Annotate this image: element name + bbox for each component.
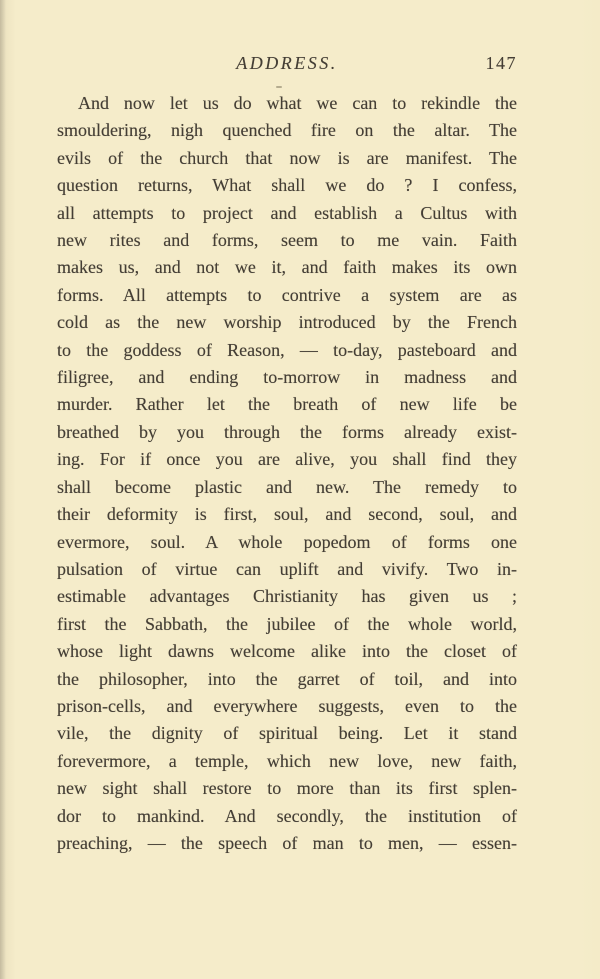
text-line: shall become plastic and new. The remedy to bbox=[57, 476, 517, 497]
text-line: new sight shall restore to more than its first splen- bbox=[57, 778, 517, 799]
text-line: filigree, and ending to-morrow in madness and bbox=[57, 367, 517, 388]
text-line: all attempts to project and establish a Cultus with bbox=[57, 202, 517, 223]
text-line: whose light dawns welcome alike into the closet of bbox=[57, 641, 517, 662]
page-header bbox=[57, 53, 517, 75]
text-line: breathed by you through the forms already exist- bbox=[57, 421, 517, 442]
text-line: their deformity is first, soul, and second, soul, and bbox=[57, 504, 517, 525]
text-line: vile, the dignity of spiritual being. Let it stand bbox=[57, 723, 517, 744]
page-edge-shadow bbox=[0, 0, 6, 979]
text-line: cold as the new worship introduced by the French bbox=[57, 312, 517, 333]
text-line: forevermore, a temple, which new love, new faith, bbox=[57, 750, 517, 771]
text-line: ing. For if once you are alive, you shall find they bbox=[57, 449, 517, 470]
text-line: pulsation of virtue can uplift and vivify. Two in- bbox=[57, 558, 517, 579]
text-line: question returns, What shall we do ? I confess, bbox=[57, 175, 517, 196]
text-line: evils of the church that now is are manifest. The bbox=[57, 147, 517, 168]
text-line: the philosopher, into the garret of toil, and into bbox=[57, 668, 517, 689]
text-block bbox=[57, 90, 517, 857]
text-line: evermore, soul. A whole popedom of forms one bbox=[57, 531, 517, 552]
page-number: 147 bbox=[485, 53, 517, 73]
text-line: makes us, and not we it, and faith makes its own bbox=[57, 257, 517, 278]
text-line: dor to mankind. And secondly, the institution of bbox=[57, 805, 517, 826]
text-line: prison-cells, and everywhere suggests, even to the bbox=[57, 695, 517, 716]
running-title: ADDRESS. bbox=[236, 53, 338, 73]
text-line: preaching, — the speech of man to men, — essen- bbox=[57, 832, 517, 853]
text-line: smouldering, nigh quenched fire on the altar. The bbox=[57, 120, 517, 141]
text-line: And now let us do what we can to rekindle the bbox=[78, 93, 517, 113]
scan-speck bbox=[276, 86, 282, 88]
text-line: to the goddess of Reason, — to-day, pasteboard and bbox=[57, 339, 517, 360]
text-line: forms. All attempts to contrive a system are as bbox=[57, 284, 517, 305]
text-line: estimable advantages Christianity has given us ; bbox=[57, 586, 517, 607]
text-line: murder. Rather let the breath of new life be bbox=[57, 394, 517, 415]
text-line: first the Sabbath, the jubilee of the whole world, bbox=[57, 613, 517, 634]
text-line: new rites and forms, seem to me vain. Faith bbox=[57, 230, 517, 251]
